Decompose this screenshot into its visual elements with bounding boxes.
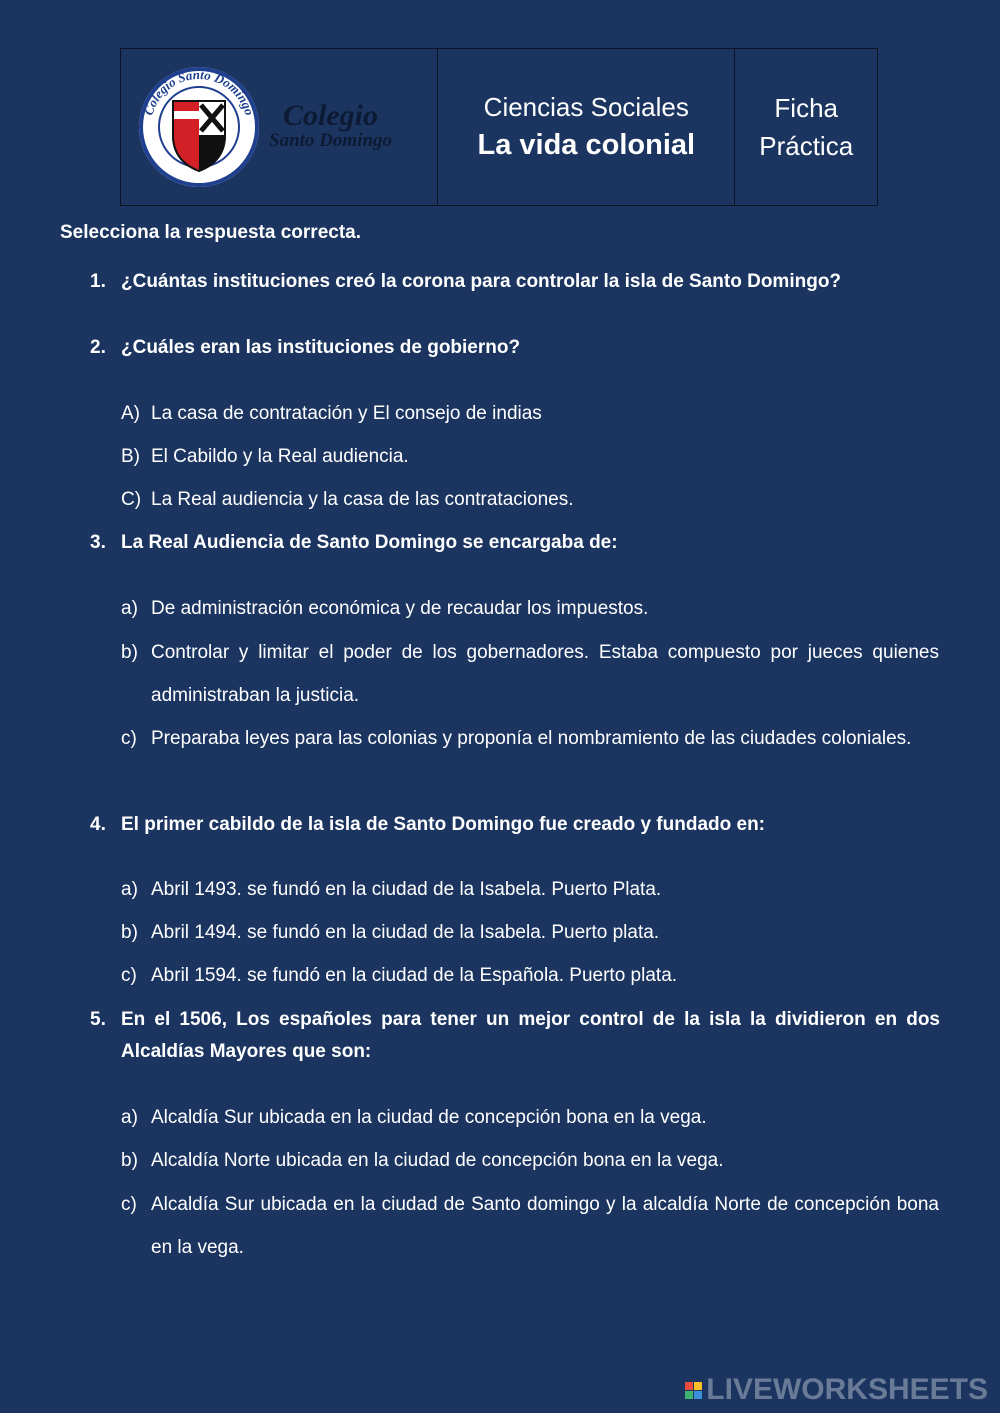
instruction: Selecciona la respuesta correcta. xyxy=(60,222,361,243)
option-letter: A) xyxy=(121,403,140,424)
q3-option-b[interactable] xyxy=(121,631,939,717)
type-line-1: Ficha xyxy=(774,93,838,123)
type-cell xyxy=(735,49,877,205)
question-4 xyxy=(90,809,940,841)
school-seal-icon xyxy=(137,65,261,189)
q3-option-a[interactable] xyxy=(121,587,939,630)
option-letter: c) xyxy=(121,1194,137,1215)
option-letter: a) xyxy=(121,879,138,900)
option-letter: c) xyxy=(121,965,137,986)
option-text: Alcaldía Sur ubicada en la ciudad de Santo domingo y la alcaldía Norte de concepción bona en la vega. xyxy=(151,1194,939,1258)
option-text: Preparaba leyes para las colonias y proponía el nombramiento de las ciudades coloniales. xyxy=(151,728,912,749)
logo-wordmark xyxy=(269,99,393,152)
option-text: Abril 1494. se fundó en la ciudad de la Isabela. Puerto plata. xyxy=(151,922,660,943)
question-text: En el 1506, Los españoles para tener un mejor control de la isla la dividieron en dos Alcaldías Mayores que son: xyxy=(121,1009,940,1062)
question-5 xyxy=(90,1004,940,1068)
question-number: 3. xyxy=(90,532,106,553)
question-1 xyxy=(90,266,940,298)
question-number: 1. xyxy=(90,271,106,292)
seal-arc-text: Colegio Santo Domingo xyxy=(140,66,258,118)
option-text: Alcaldía Sur ubicada en la ciudad de concepción bona en la vega. xyxy=(151,1107,707,1128)
question-number: 5. xyxy=(90,1009,106,1030)
q4-option-c[interactable] xyxy=(121,954,939,997)
option-text: Abril 1493. se fundó en la ciudad de la Isabela. Puerto Plata. xyxy=(151,879,662,900)
subject-name: Ciencias Sociales xyxy=(483,92,689,122)
q3-option-c[interactable] xyxy=(121,717,939,760)
question-2 xyxy=(90,332,940,364)
q4-option-b[interactable] xyxy=(121,911,939,954)
q2-option-c[interactable] xyxy=(121,478,939,521)
option-letter: c) xyxy=(121,728,137,749)
logo-cell xyxy=(121,49,438,205)
question-3 xyxy=(90,527,940,559)
q2-option-a[interactable] xyxy=(121,392,939,435)
option-text: De administración económica y de recaudar los impuestos. xyxy=(151,598,649,619)
option-text: Alcaldía Norte ubicada en la ciudad de concepción bona en la vega. xyxy=(151,1150,724,1171)
question-text: ¿Cuáles eran las instituciones de gobierno? xyxy=(121,337,521,358)
option-letter: B) xyxy=(121,446,140,467)
option-letter: b) xyxy=(121,642,138,663)
q2-option-b[interactable] xyxy=(121,435,939,478)
option-letter: a) xyxy=(121,1107,138,1128)
subject-cell xyxy=(438,49,735,205)
type-line-2: Práctica xyxy=(759,131,854,161)
option-letter: b) xyxy=(121,1150,138,1171)
logo-word-santo-domingo: Santo Domingo xyxy=(269,130,393,151)
q5-option-b[interactable] xyxy=(121,1139,939,1182)
option-letter: b) xyxy=(121,922,138,943)
option-letter: C) xyxy=(121,489,142,510)
worksheet-title: La vida colonial xyxy=(477,129,696,161)
logo-word-colegio: Colegio xyxy=(283,99,378,132)
liveworksheets-watermark xyxy=(685,1373,988,1407)
option-text: El Cabildo y la Real audiencia. xyxy=(151,446,409,467)
header-table xyxy=(120,48,878,206)
q4-option-a[interactable] xyxy=(121,868,939,911)
option-text: La Real audiencia y la casa de las contrataciones. xyxy=(151,489,574,510)
option-text: Abril 1594. se fundó en la ciudad de la Española. Puerto plata. xyxy=(151,965,678,986)
q5-option-a[interactable] xyxy=(121,1096,939,1139)
question-text: El primer cabildo de la isla de Santo Domingo fue creado y fundado en: xyxy=(121,814,765,835)
question-text: ¿Cuántas instituciones creó la corona para controlar la isla de Santo Domingo? xyxy=(121,271,842,292)
watermark-text: LIVEWORKSHEETS xyxy=(706,1373,988,1406)
question-text: La Real Audiencia de Santo Domingo se encargaba de: xyxy=(121,532,618,553)
liveworksheets-logo-icon xyxy=(685,1382,702,1399)
option-letter: a) xyxy=(121,598,138,619)
question-number: 2. xyxy=(90,337,106,358)
q5-option-c[interactable] xyxy=(121,1183,939,1269)
question-number: 4. xyxy=(90,814,106,835)
option-text: La casa de contratación y El consejo de indias xyxy=(151,403,542,424)
option-text: Controlar y limitar el poder de los gobernadores. Estaba compuesto por jueces quienes administraban la justicia. xyxy=(151,642,939,706)
